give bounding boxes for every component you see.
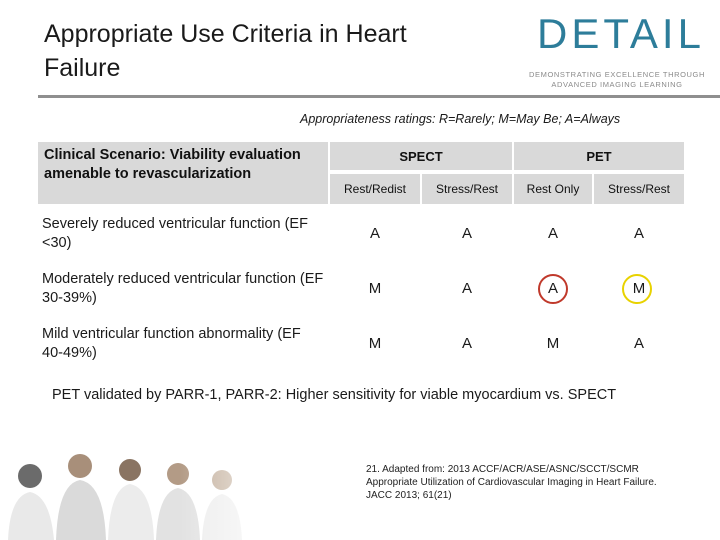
table-row-label: Moderately reduced ventricular function (EF 30-39%) xyxy=(42,271,324,306)
pet-validation-note: PET validated by PARR-1, PARR-2: Higher sensitivity for viable myocardium vs. SPECT xyxy=(52,387,617,403)
table-cell: A xyxy=(369,225,380,242)
table-cell: A xyxy=(461,225,472,242)
logo-tagline-1: DEMONSTRATING EXCELLENCE THROUGH xyxy=(528,70,706,79)
table-cell: M xyxy=(632,280,646,297)
reference-citation: 21. Adapted from: 2013 ACCF/ACR/ASE/ASNC/SCCT/SCMR Appropriate Utilization of Cardiovascular Imaging in Heart Failure. JACC 2013; 61(21) xyxy=(366,464,657,501)
logo-tagline-2: ADVANCED IMAGING LEARNING xyxy=(551,80,683,89)
header-divider xyxy=(38,95,720,98)
subheader-spect-rest-redist: Rest/Redist xyxy=(330,174,420,204)
group-header-pet: PET xyxy=(514,142,684,170)
group-header-spect: SPECT xyxy=(330,142,512,170)
table-cell: M xyxy=(546,335,560,352)
subheader-pet-rest-only: Rest Only xyxy=(514,174,592,204)
table-header-scenario: Clinical Scenario: Viability evaluation amenable to revascularization xyxy=(38,142,328,204)
table-cell: A xyxy=(461,280,472,297)
table-row-label: Severely reduced ventricular function (EF <30) xyxy=(42,216,308,251)
slide-title: Appropriate Use Criteria in Heart Failure xyxy=(44,20,407,82)
table-row-label: Mild ventricular function abnormality (EF 40-49%) xyxy=(42,326,301,361)
subheader-spect-stress-rest: Stress/Rest xyxy=(422,174,512,204)
table-cell: A xyxy=(461,335,472,352)
subheader-pet-stress-rest: Stress/Rest xyxy=(594,174,684,204)
table-cell: A xyxy=(547,225,558,242)
table-cell: A xyxy=(547,280,558,297)
table-cell: M xyxy=(368,280,382,297)
logo-word: DETAIL xyxy=(537,10,705,57)
table-cell: A xyxy=(633,225,644,242)
table-cell: M xyxy=(368,335,382,352)
ratings-legend: Appropriateness ratings: R=Rarely; M=May Be; A=Always xyxy=(300,112,621,126)
detail-logo xyxy=(520,10,710,90)
table-cell: A xyxy=(633,335,644,352)
physicians-photo xyxy=(0,440,300,540)
